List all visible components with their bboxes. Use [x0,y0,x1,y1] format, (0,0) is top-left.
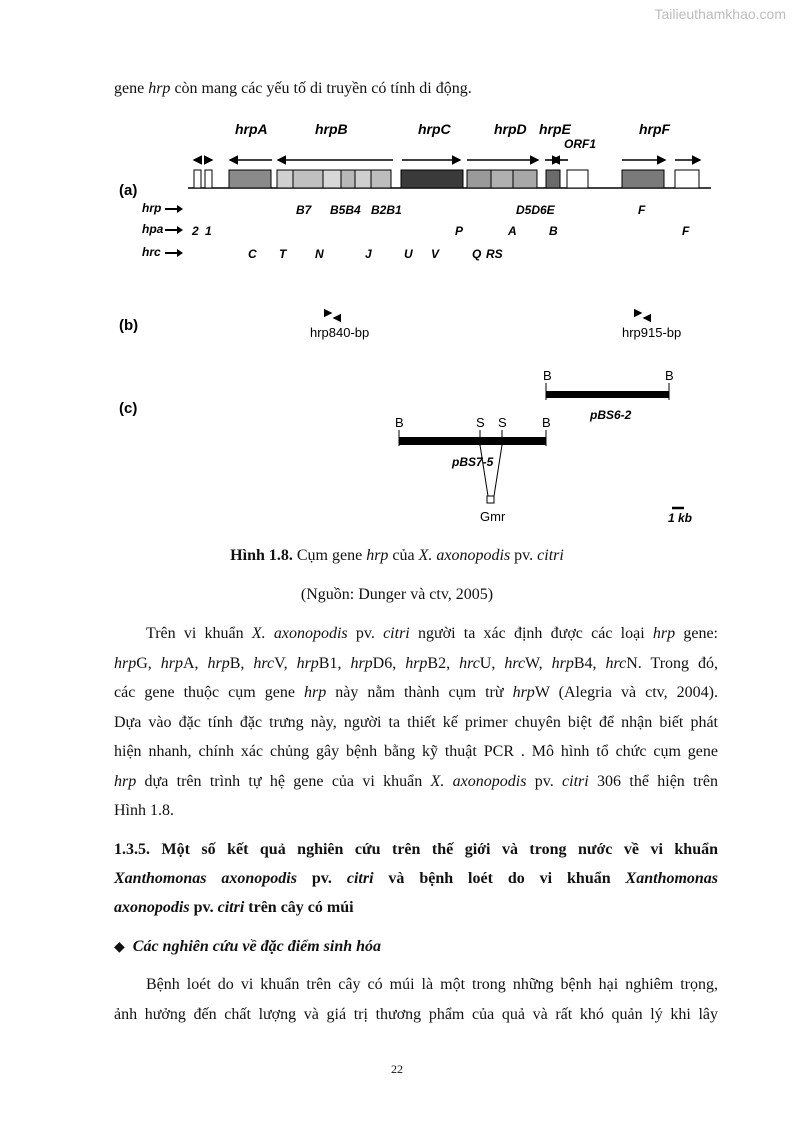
svg-text:F: F [638,203,646,217]
hrp-gene-cluster-figure [0,112,794,532]
svg-text:RS: RS [486,247,503,261]
panel-b-label: (b) [119,317,139,334]
svg-text:B: B [395,415,404,430]
watermark: Tailieuthamkhao.com [654,6,786,22]
gene-label-hrpD: hrpD [494,121,527,137]
svg-text:B5B4: B5B4 [330,203,361,217]
clone-pBS6-2 [543,368,674,422]
gentamicin-marker-label: Gmr [480,509,506,524]
panel-a-label: (a) [119,182,138,199]
figure-source: (Nguồn: Dunger và ctv, 2005) [300,586,494,603]
page-number: 22 [391,1062,403,1076]
svg-text:pBS7-5: pBS7-5 [452,455,494,469]
gene-label-hrpF: hrpF [639,121,671,137]
section-heading-1-3-5: 1.3.5. Một số kết quả nghiên cứu trên thế giới và trong nước về vi khuẩn Xanthomonas axonopodis pv. citri và bệnh loét do vi khuẩn Xanthomonas axonopodis pv. citri trên cây có múi [114,841,719,916]
svg-text:T: T [279,247,287,261]
svg-text:B7: B7 [296,203,312,217]
scale-bar-label: 1 kb [668,511,693,525]
intro-line: gene hrp còn mang các yếu tố di truyền có tính di động. [114,80,472,97]
svg-text:S: S [476,415,485,430]
orf1-label: ORF1 [564,137,597,151]
svg-text:pBS6-2: pBS6-2 [590,408,632,422]
diamond-bullet-icon: ◆ [114,939,125,955]
svg-text:2: 2 [192,224,199,238]
gene-boxes [194,170,699,188]
paragraph-hrp-genes: Trên vi khuẩn X. axonopodis pv. citri người ta xác định được các loại hrp gene: hrpG, hrpA, hrpB, hrcV, hrpB1, hrpD6, hrpB2, hrcU, hrcW, hrpB4, hrcN. Trong đó, các gene thuộc cụm gene hrp này nằm thành cụm trừ hrpW (Alegria và ctv, 2004). Dựa vào đặc tính đặc trưng này, người ta thiết kế primer chuyên biệt để nhận biết phát hiện nhanh, chính xác chủng gây bệnh bằng kỹ thuật PCR . Mô hình tổ chức cụm gene hrp dựa trên trình tự hệ gene của vi khuẩn X. axonopodis pv. citri 306 thể hiện trên Hình 1.8. [114,625,719,819]
svg-text:B: B [665,368,674,383]
svg-text:Q: Q [472,247,482,261]
svg-text:P: P [455,224,464,238]
panel-c-label: (c) [119,400,138,417]
svg-text:F: F [682,224,690,238]
paragraph-canker-disease: Bệnh loét do vi khuẩn trên cây có múi là một trong những bệnh hại nghiêm trọng, ảnh hưởng đến chất lượng và giá trị thương phẩm của quả và rất khó quản lý khi lây [114,976,718,1023]
svg-text:A: A [508,224,517,238]
primer-840 [324,313,341,318]
svg-text:B: B [549,224,558,238]
svg-text:C: C [248,247,257,261]
gene-label-hrpE: hrpE [539,121,571,137]
primer-915-label: hrp915-bp [622,325,682,340]
subheading-biochemical: ◆ Các nghiên cứu về đặc điểm sinh hóa [114,938,382,955]
figure-caption: Hình 1.8. Cụm gene hrp của X. axonopodis pv. citri [230,547,564,564]
gene-label-hrpC: hrpC [418,121,451,137]
primer-840-label: hrp840-bp [310,325,370,340]
svg-text:hrc: hrc [142,245,161,259]
svg-text:D5D6E: D5D6E [516,203,555,217]
svg-text:hpa: hpa [142,222,164,236]
svg-text:J: J [365,247,372,261]
row-hrc [142,245,503,261]
gene-label-hrpB: hrpB [315,121,348,137]
row-hpa [142,222,690,238]
row-hrp [142,201,646,217]
svg-text:B: B [542,415,551,430]
svg-text:V: V [431,247,440,261]
clone-pBS7-5 [395,415,551,503]
svg-text:B2B1: B2B1 [371,203,402,217]
svg-text:N: N [315,247,324,261]
primer-915 [634,313,651,318]
svg-text:hrp: hrp [142,201,162,215]
gene-label-hrpA: hrpA [235,121,268,137]
svg-text:1: 1 [205,224,212,238]
svg-text:B: B [543,368,552,383]
svg-text:S: S [498,415,507,430]
svg-text:U: U [404,247,413,261]
